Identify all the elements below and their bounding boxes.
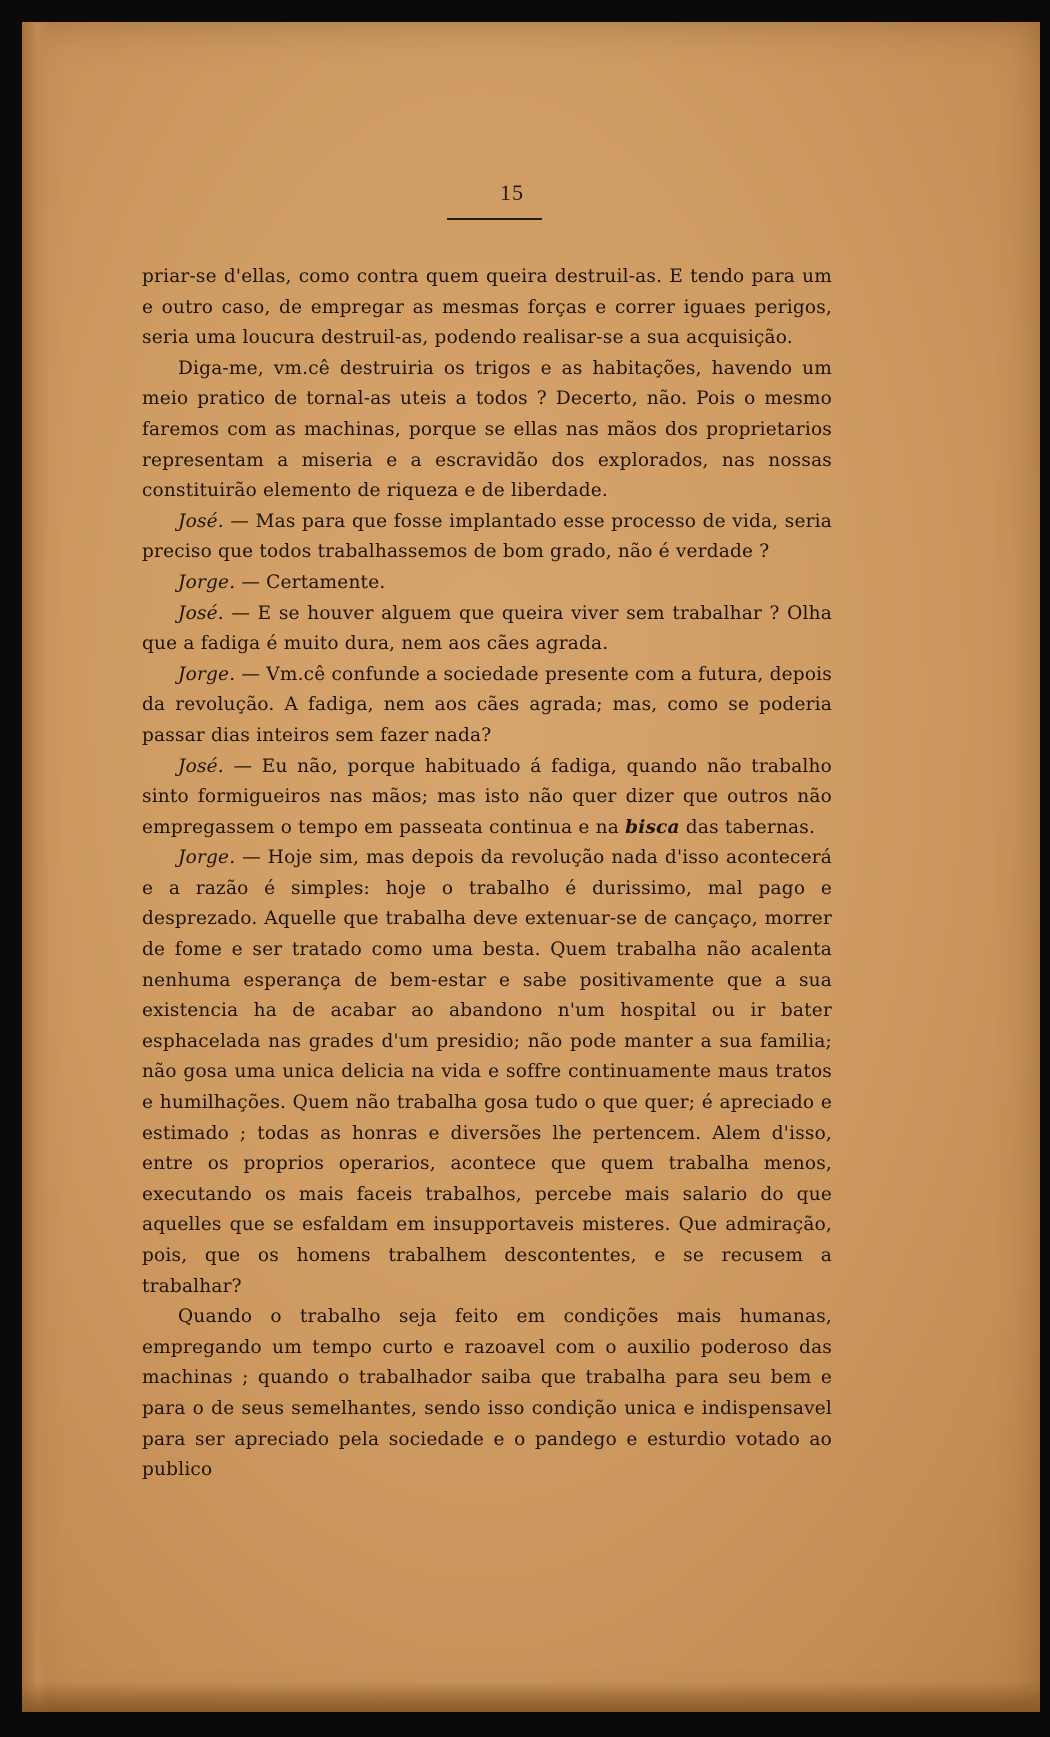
paragraph: [142, 262, 832, 354]
paragraph-text: — Vm.cê confunde a sociedade presente com a futura, depois da revolução. A fadiga, nem aos cães agrada; mas, como se poderia passar dias inteiros sem fazer nada?: [142, 663, 832, 746]
speaker-name: José.: [178, 755, 224, 777]
paragraph: [142, 354, 832, 507]
paragraph: [142, 507, 832, 568]
speaker-name: José.: [178, 510, 224, 532]
paragraph-text: Quando o trabalho seja feito em condições mais humanas, empregando um tempo curto e razoavel com o auxilio poderoso das machinas ; quando o trabalhador saiba que trabalha para seu bem e para o de seus semelhantes, sendo isso condição unica e indispensavel para ser apreciado pela sociedade e o pandego e esturdio votado ao publico: [142, 1306, 832, 1481]
book-page: [22, 22, 1040, 1712]
paragraph-text: das tabernas.: [679, 816, 816, 838]
paragraph-text: — Certamente.: [235, 571, 386, 593]
speaker-name: Jorge.: [178, 847, 236, 869]
paragraph: [142, 599, 832, 660]
paragraph: [142, 660, 832, 752]
page-number-rule: [447, 218, 542, 220]
speaker-name: Jorge.: [178, 571, 236, 593]
paragraph-text: — Eu não, porque habituado á fadiga, quando não trabalho sinto formigueiros nas mãos; mas isto não quer dizer que outros não empregassem o tempo em passeata continua e na: [142, 755, 832, 838]
page-bottom-edge: [22, 1682, 1040, 1712]
paragraph-text: — Hoje sim, mas depois da revolução nada d'isso acontecerá e a razão é simples: hoje o trabalho é durissimo, mal pago e desprezado. Aquelle que trabalha deve extenuar-se de cançaço, morrer de fome e ser tratado como uma besta. Quem trabalha não acalenta nenhuma esperança de bem-estar e sabe positivamente que a sua existencia ha de acabar ao abandono n'um hospital ou ir bater esphacelada nas grades d'um presidio; não pode manter a sua familia; não gosa uma unica delicia na vida e soffre continuamente maus tratos e humilhações. Quem não trabalha gosa tudo o que quer; é apreciado e estimado ; todas as honras e diversões lhe pertencem. Alem d'isso, entre os proprios operarios, acontece que quem trabalha menos, executando os mais faceis trabalhos, percebe mais salario do que aquelles que se esfaldam em insupportaveis misteres. Que admiração, pois, que os homens trabalhem descontentes, e se recusem a trabalhar?: [142, 847, 832, 1297]
paragraph: [142, 843, 832, 1302]
paragraph-text: — E se houver alguem que queira viver sem trabalhar ? Olha que a fadiga é muito dura, nem aos cães agrada.: [142, 602, 832, 655]
speaker-name: Jorge.: [178, 663, 236, 685]
paragraph: [142, 752, 832, 844]
paragraph: [142, 1302, 832, 1486]
body-text: [142, 262, 832, 1486]
paragraph-text: Diga-me, vm.cê destruiria os trigos e as habitações, havendo um meio pratico de tornal-as uteis a todos ? Decerto, não. Pois o mesmo faremos com as machinas, porque se ellas nas mãos dos proprietarios representam a miseria e a escravidão dos explorados, nas nossas constituirão elemento de riqueza e de liberdade.: [142, 357, 832, 502]
paragraph-text: priar-se d'ellas, como contra quem queira destruil-as. E tendo para um e outro caso, de empregar as mesmas forças e correr iguaes perigos, seria uma loucura destruil-as, podendo realisar-se a sua acquisição.: [142, 266, 832, 349]
page-binding-edge: [22, 22, 48, 1712]
speaker-name: José.: [178, 602, 224, 624]
paragraph: [142, 568, 832, 599]
paragraph-text: — Mas para que fosse implantado esse processo de vida, seria preciso que todos trabalhassemos de bom grado, não é verdade ?: [142, 510, 832, 563]
emphasized-word: bisca: [625, 816, 680, 838]
page-number: 15: [500, 180, 524, 205]
